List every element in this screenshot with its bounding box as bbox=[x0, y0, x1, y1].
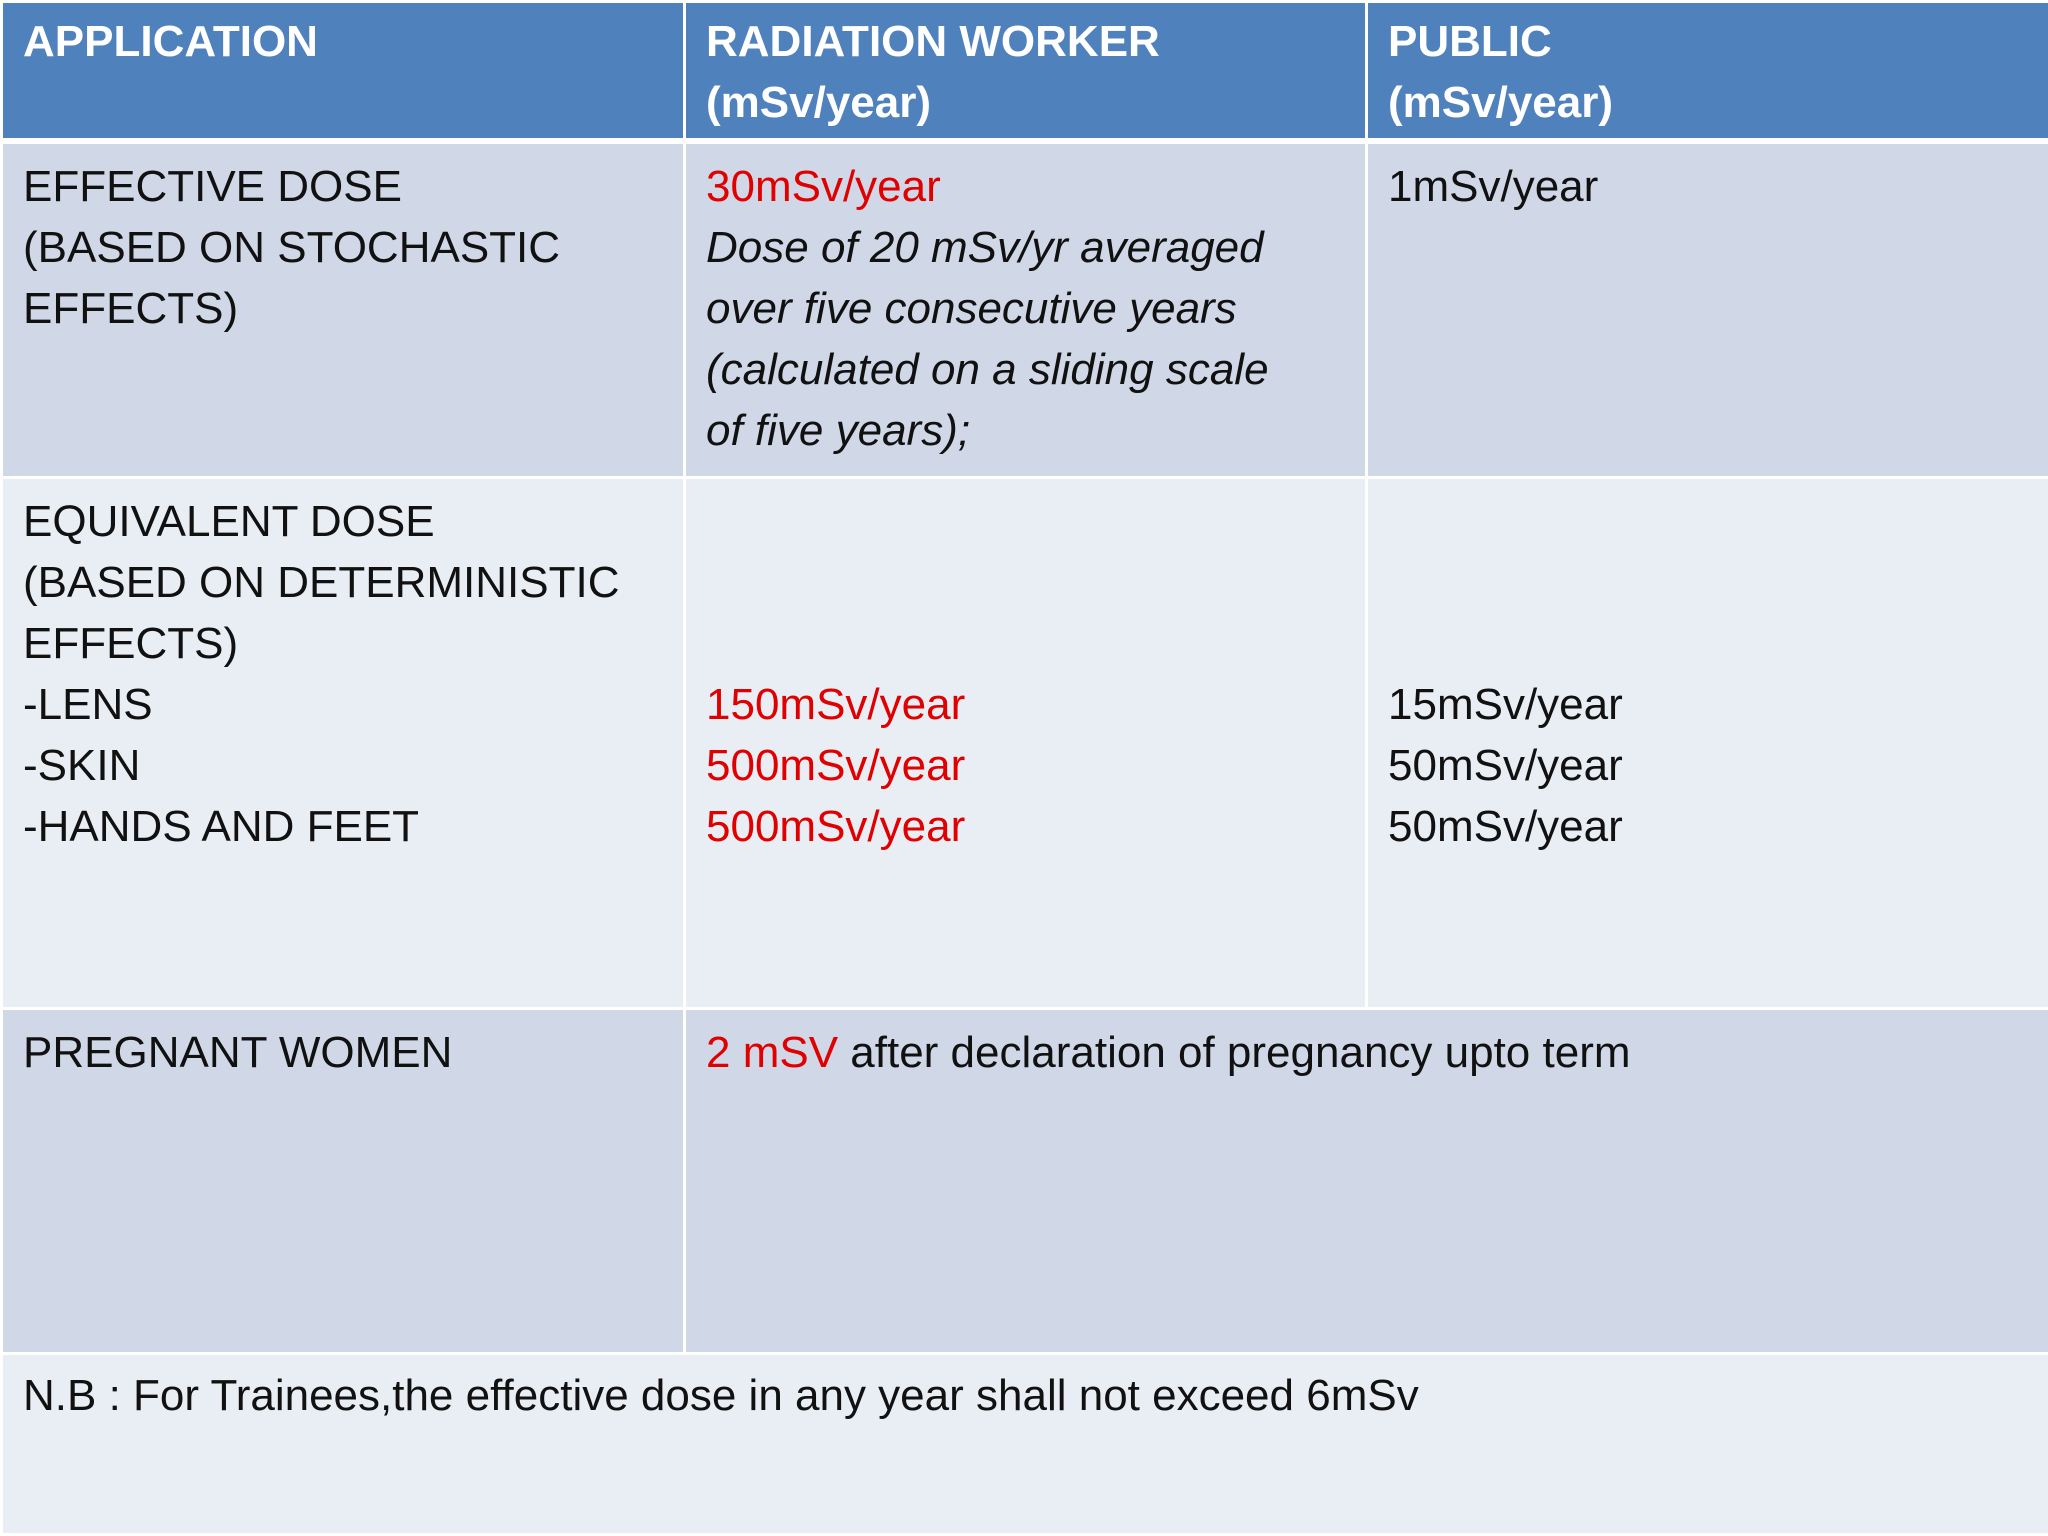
cell-equivalent-dose-application bbox=[2, 478, 685, 1009]
header-public-unit: (mSv/year) bbox=[1388, 78, 1614, 127]
equivalent-dose-lens: -LENS bbox=[23, 680, 153, 729]
effective-dose-worker-note-1: Dose of 20 mSv/yr averaged bbox=[706, 223, 1264, 272]
equivalent-dose-public-lens: 15mSv/year bbox=[1388, 680, 1623, 729]
effective-dose-worker-note-3: (calculated on a sliding scale bbox=[706, 345, 1269, 394]
cell-trainee-note bbox=[2, 1354, 2048, 1535]
equivalent-dose-basis: (BASED ON DETERMINISTIC bbox=[23, 558, 620, 607]
header-application bbox=[2, 2, 685, 142]
cell-pregnant-women-limit bbox=[685, 1009, 2048, 1354]
effective-dose-worker-note-4: of five years); bbox=[706, 406, 971, 455]
table-row-pregnant-women bbox=[2, 1009, 2048, 1354]
effective-dose-title: EFFECTIVE DOSE bbox=[23, 162, 402, 211]
pregnant-women-label: PREGNANT WOMEN bbox=[23, 1028, 453, 1077]
header-radiation-worker bbox=[685, 2, 1367, 142]
header-public bbox=[1367, 2, 2048, 142]
equivalent-dose-worker-lens: 150mSv/year bbox=[706, 680, 966, 729]
table-row-effective-dose bbox=[2, 141, 2048, 478]
pregnant-women-limit-value: 2 mSV bbox=[706, 1028, 839, 1077]
equivalent-dose-hands-feet: -HANDS AND FEET bbox=[23, 802, 420, 851]
cell-effective-dose-public bbox=[1367, 141, 2048, 478]
cell-pregnant-women-application bbox=[2, 1009, 685, 1354]
equivalent-dose-worker-hands-feet: 500mSv/year bbox=[706, 802, 966, 851]
cell-effective-dose-application bbox=[2, 141, 685, 478]
header-radiation-worker-unit: (mSv/year) bbox=[706, 78, 932, 127]
header-radiation-worker-label: RADIATION WORKER bbox=[706, 17, 1160, 66]
effective-dose-public-limit: 1mSv/year bbox=[1388, 162, 1599, 211]
effective-dose-basis: (BASED ON STOCHASTIC bbox=[23, 223, 561, 272]
equivalent-dose-public-hands-feet: 50mSv/year bbox=[1388, 802, 1623, 851]
pregnant-women-limit-text: after declaration of pregnancy upto term bbox=[838, 1028, 1631, 1077]
cell-equivalent-dose-public bbox=[1367, 478, 2048, 1009]
equivalent-dose-worker-skin: 500mSv/year bbox=[706, 741, 966, 790]
table-header-row bbox=[2, 2, 2048, 142]
equivalent-dose-public-skin: 50mSv/year bbox=[1388, 741, 1623, 790]
header-public-label: PUBLIC bbox=[1388, 17, 1552, 66]
effective-dose-worker-note-2: over five consecutive years bbox=[706, 284, 1237, 333]
cell-effective-dose-worker bbox=[685, 141, 1367, 478]
header-application-label: APPLICATION bbox=[23, 17, 318, 66]
equivalent-dose-title: EQUIVALENT DOSE bbox=[23, 497, 435, 546]
table-row-equivalent-dose bbox=[2, 478, 2048, 1009]
trainee-note-text: N.B : For Trainees,the effective dose in any year shall not exceed 6mSv bbox=[23, 1371, 1419, 1420]
effective-dose-worker-limit: 30mSv/year bbox=[706, 162, 941, 211]
cell-equivalent-dose-worker bbox=[685, 478, 1367, 1009]
equivalent-dose-basis-end: EFFECTS) bbox=[23, 619, 239, 668]
equivalent-dose-skin: -SKIN bbox=[23, 741, 141, 790]
pregnant-women-limit-line bbox=[706, 1022, 2028, 1083]
effective-dose-basis-end: EFFECTS) bbox=[23, 284, 239, 333]
table-row-note bbox=[2, 1354, 2048, 1535]
